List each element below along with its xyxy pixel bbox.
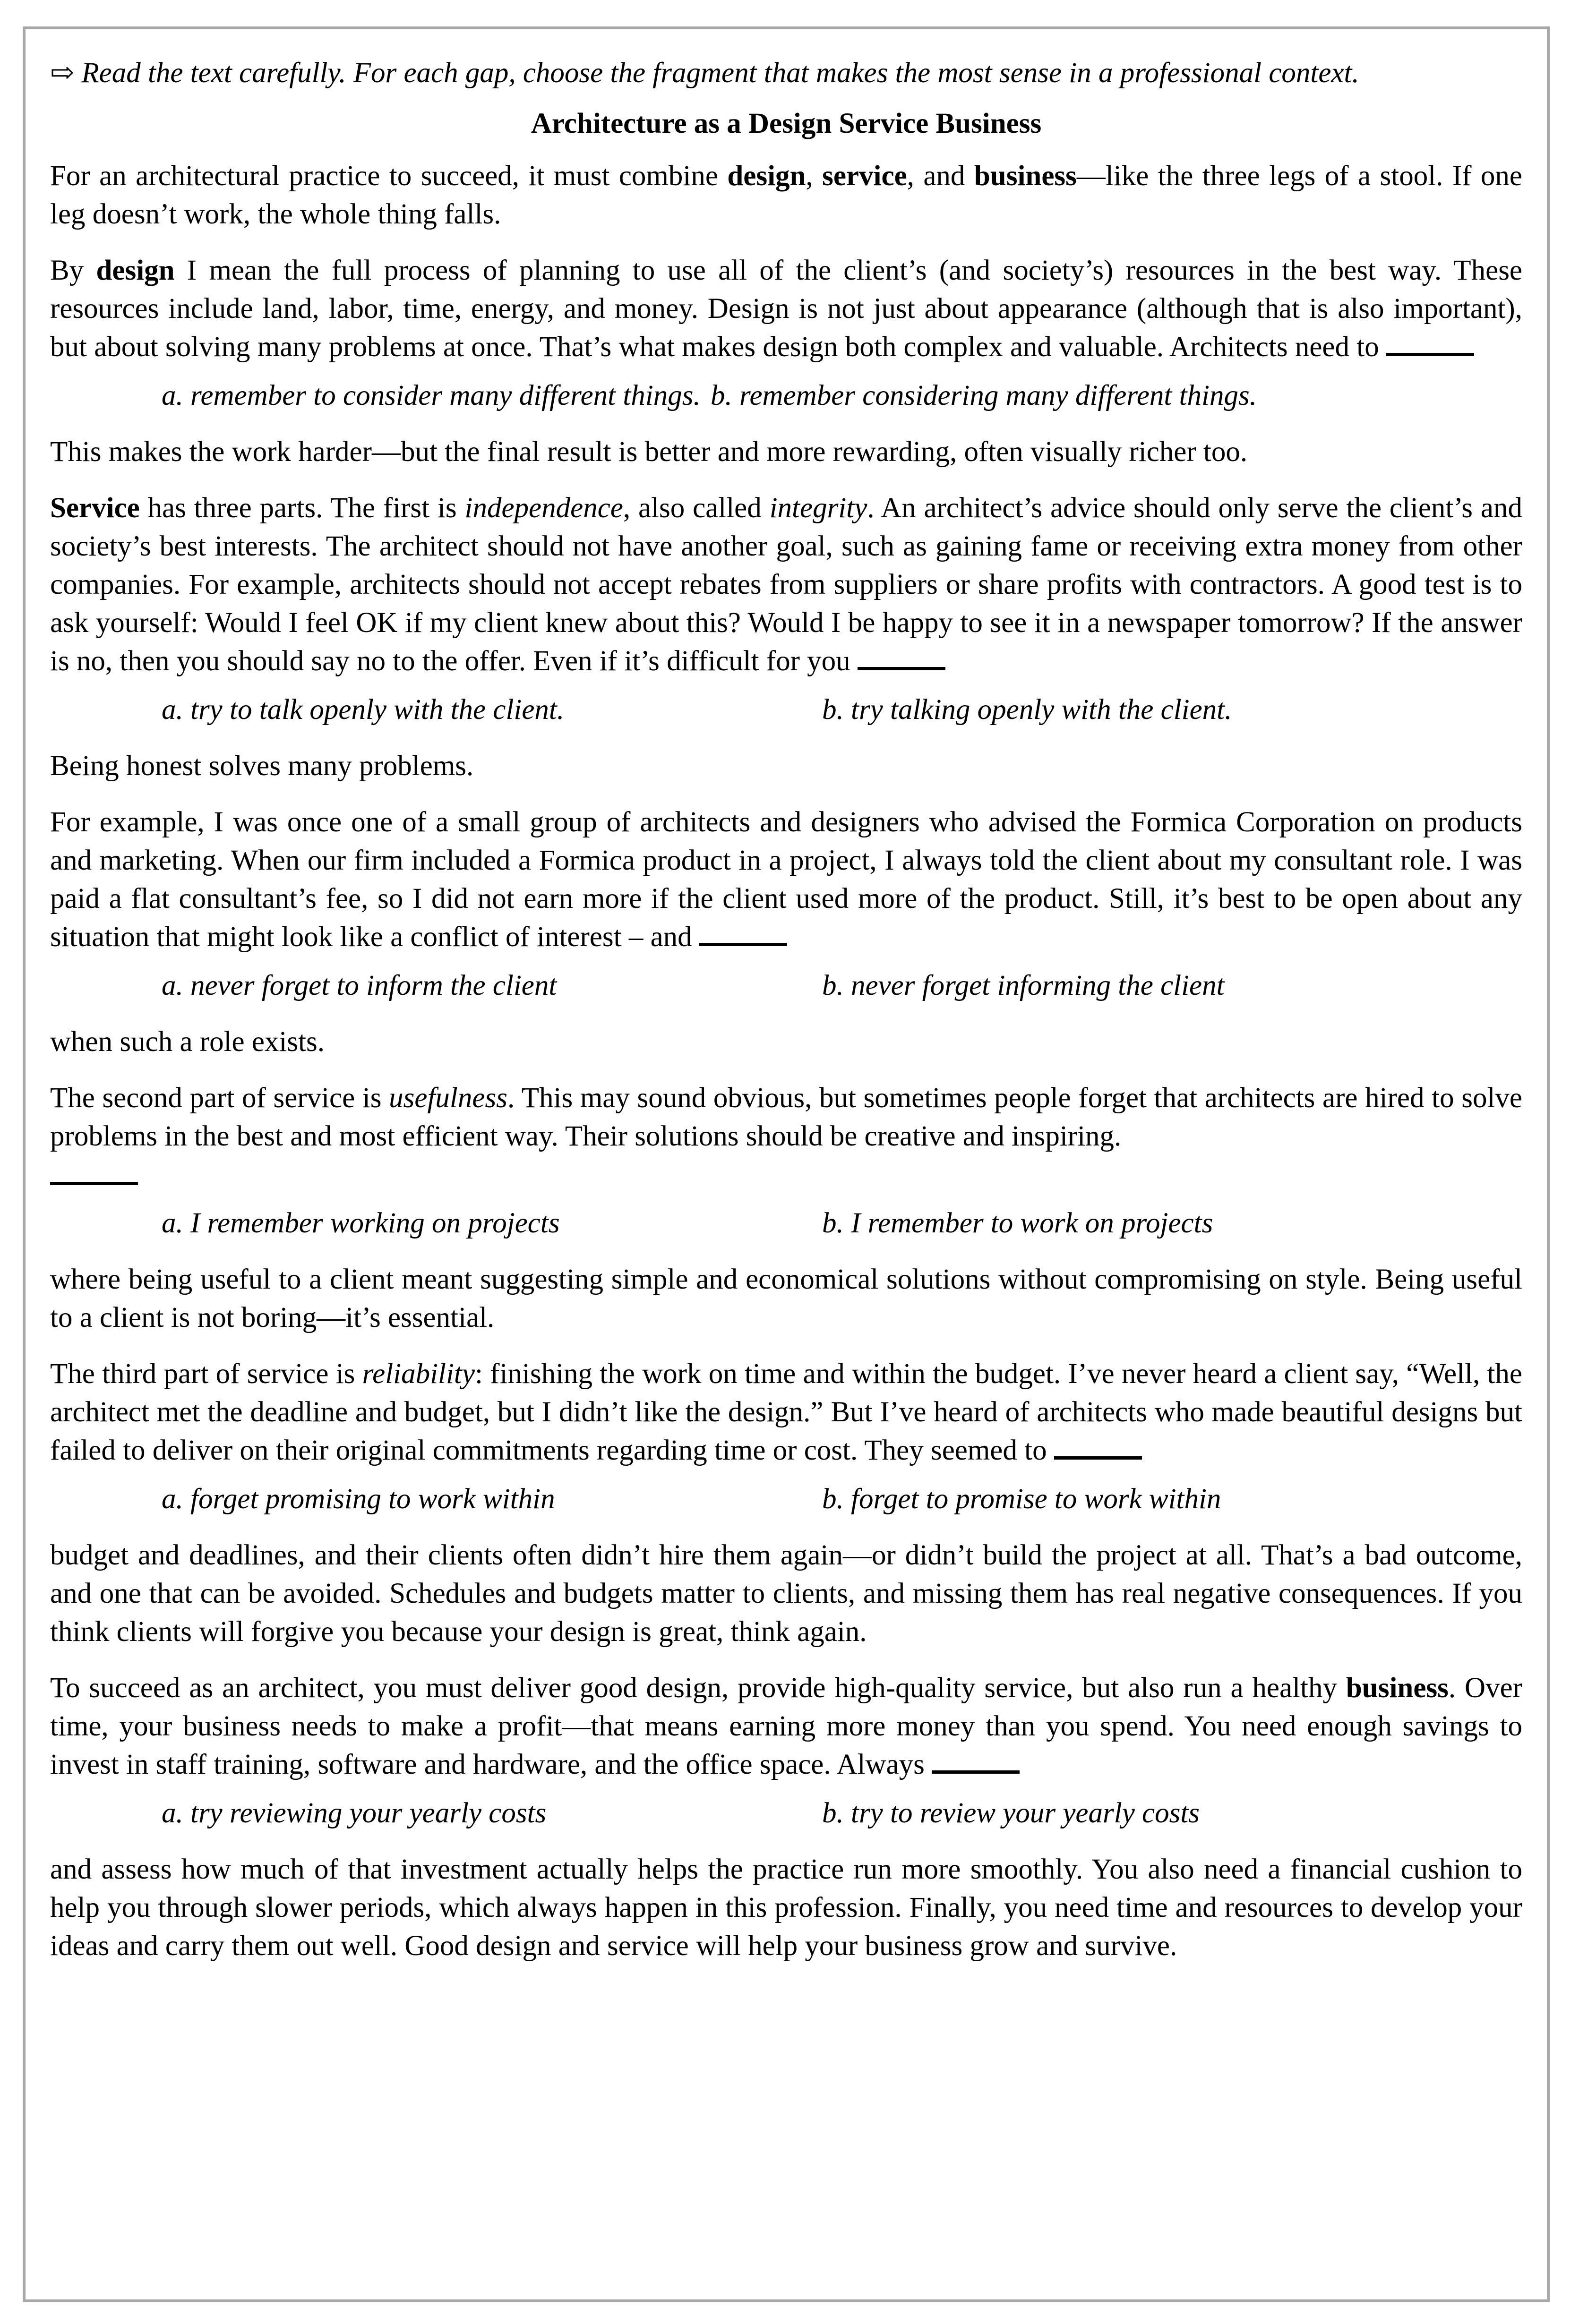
- gap-3-blank[interactable]: [699, 939, 787, 946]
- bold-term: service: [822, 160, 907, 192]
- paragraph-after-gap-3: when such a role exists.: [50, 1026, 325, 1058]
- paragraph-honesty: Being honest solves many problems.: [50, 750, 474, 782]
- text: , and: [907, 160, 974, 192]
- gap-2-blank[interactable]: [858, 663, 945, 670]
- text: . An architect’s advice should only serve the client’s and society’s best interests. The architect should not have another goal, such as gaining fame or receiving extra money from other companies. For example, architects should not accept rebates from suppliers or share profits with contractors. A good test is to ask yourself: Would I feel OK if my client knew about this? Would I be happy to see it in a newspaper tomorrow? If the answer is no, then you should say no to the offer. Even if it’s difficult for you: [50, 492, 1522, 677]
- paragraph-business: [50, 1669, 1522, 1784]
- gap-1-option-a[interactable]: a. remember to consider many different things.: [162, 380, 701, 411]
- bold-term: design: [727, 160, 806, 192]
- paragraph-conclusion: and assess how much of that investment actually helps the practice run more smoothly. You also need a financial cushion to help you through slower periods, which always happen in this profession. Finally, you need time and resources to develop your ideas and carry them out well. Good design and service will help your business grow and survive.: [50, 1854, 1522, 1962]
- paragraph-after-gap-5: budget and deadlines, and their clients often didn’t hire them again—or didn’t build the project at all. That’s a bad outcome, and one that can be avoided. Schedules and budgets matter to clients, and missing them has real negative consequences. If you think clients will forgive you because your design is great, think again.: [50, 1539, 1522, 1648]
- paragraph-intro: [50, 157, 1522, 233]
- italic-term: independence: [464, 492, 623, 524]
- text: By: [50, 255, 96, 286]
- paragraph-formica: [50, 803, 1522, 956]
- gap-3-options: [50, 966, 1522, 1005]
- gap-5-option-b[interactable]: b. forget to promise to work within: [822, 1483, 1221, 1515]
- gap-4-option-a[interactable]: a. I remember working on projects: [162, 1207, 560, 1239]
- gap-6-options: [50, 1794, 1522, 1832]
- gap-1-blank[interactable]: [1386, 349, 1474, 356]
- bold-term: business: [1346, 1672, 1449, 1704]
- instruction-text: Read the text carefully. For each gap, choose the fragment that makes the most sense in a professional context.: [81, 57, 1359, 89]
- text: has three parts. The first is: [139, 492, 465, 524]
- arrow-right-icon: ⇨: [50, 57, 75, 89]
- gap-3-option-b[interactable]: b. never forget informing the client: [822, 970, 1225, 1001]
- text: : finishing the work on time and within the budget. I’ve never heard a client say, “Well, the architect met the deadline and budget, but I didn’t like the design.” But I’ve heard of architects who made beautiful designs but failed to deliver on their original commitments regarding time or cost. They seemed to: [50, 1358, 1523, 1466]
- gap-1-options: [50, 376, 1522, 415]
- gap-5-option-a[interactable]: a. forget promising to work within: [162, 1483, 555, 1515]
- text: I mean the full process of planning to use all of the client’s (and society’s) resources in the best way. These resources include land, labor, time, energy, and money. Design is not just about appearance (although that is also important), but about solving many problems at once. That’s what makes design both complex and valuable. Architects need to: [50, 255, 1523, 363]
- document-content: [50, 54, 1522, 1983]
- page-title: Architecture as a Design Service Business: [531, 108, 1042, 139]
- italic-term: reliability: [362, 1358, 475, 1390]
- paragraph-reliability: [50, 1355, 1522, 1470]
- gap-6-option-b[interactable]: b. try to review your yearly costs: [822, 1797, 1200, 1829]
- gap-4-option-b[interactable]: b. I remember to work on projects: [822, 1207, 1213, 1239]
- gap-3-option-a[interactable]: a. never forget to inform the client: [162, 970, 557, 1001]
- text: . This may sound obvious, but sometimes people forget that architects are hired to solve problems in the best and most efficient way. Their solutions should be creative and inspiring.: [50, 1082, 1522, 1152]
- gap-6-blank[interactable]: [932, 1767, 1020, 1774]
- italic-term: integrity: [769, 492, 867, 524]
- paragraph-service: [50, 489, 1522, 680]
- instruction: [50, 54, 1522, 92]
- text: The second part of service is: [50, 1082, 389, 1114]
- text: To succeed as an architect, you must deliver good design, provide high-quality service, but also run a healthy: [50, 1672, 1346, 1704]
- paragraph-after-gap-1: This makes the work harder—but the final result is better and more rewarding, often visually richer too.: [50, 436, 1248, 468]
- gap-2-option-b[interactable]: b. try talking openly with the client.: [822, 694, 1232, 726]
- bold-term: design: [96, 255, 175, 286]
- gap-6-option-a[interactable]: a. try reviewing your yearly costs: [162, 1797, 547, 1829]
- bold-term: business: [974, 160, 1077, 192]
- paragraph-after-gap-4: where being useful to a client meant suggesting simple and economical solutions without compromising on style. Being useful to a client is not boring—it’s essential.: [50, 1264, 1522, 1333]
- gap-5-options: [50, 1480, 1522, 1518]
- paragraph-usefulness: [50, 1079, 1522, 1155]
- gap-5-blank[interactable]: [1054, 1452, 1142, 1460]
- gap-1-option-b[interactable]: b. remember considering many different things.: [711, 380, 1257, 411]
- text: For example, I was once one of a small group of architects and designers who advised the Formica Corporation on products and marketing. When our firm included a Formica product in a project, I always told the client about my consultant role. I was paid a flat consultant’s fee, so I did not earn more if the client used more of the product. Still, it’s best to be open about any situation that might look like a conflict of interest – and: [50, 806, 1522, 953]
- document-frame: [23, 26, 1550, 2302]
- gap-4-line: [50, 1155, 1522, 1194]
- text: For an architectural practice to succeed, it must combine: [50, 160, 728, 192]
- text: The third part of service is: [50, 1358, 362, 1390]
- italic-term: usefulness: [389, 1082, 507, 1114]
- text: ,: [806, 160, 823, 192]
- text: , also called: [623, 492, 770, 524]
- gap-2-option-a[interactable]: a. try to talk openly with the client.: [162, 694, 565, 726]
- gap-2-options: [50, 691, 1522, 729]
- text: —like the three legs of a stool. If one leg doesn’t work, the whole thing falls.: [50, 160, 1522, 230]
- text: . Over time, your business needs to make a profit—that means earning more money than you spend. You need enough savings to invest in staff training, software and hardware, and the office space. Always: [50, 1672, 1522, 1780]
- paragraph-design: [50, 251, 1522, 366]
- gap-4-options: [50, 1204, 1522, 1242]
- bold-term: Service: [50, 492, 140, 524]
- gap-4-blank[interactable]: [50, 1178, 138, 1185]
